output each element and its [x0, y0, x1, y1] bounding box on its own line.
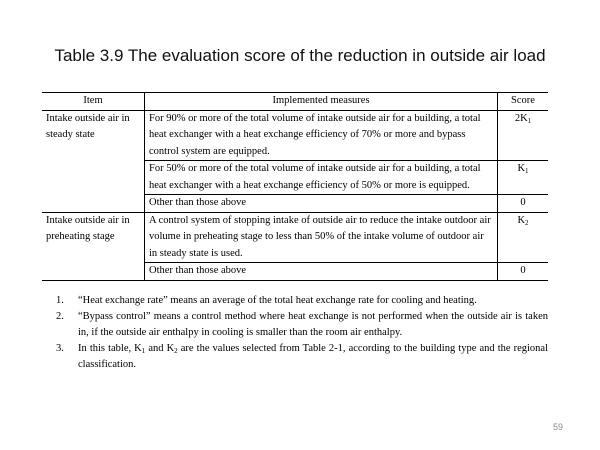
note-text-part: are the values selected from Table 2-1, according to the building type and the regional classification.: [78, 343, 548, 370]
score-subscript: 1: [527, 116, 532, 125]
page-number: 59: [553, 422, 564, 432]
table-header-row: [42, 93, 548, 111]
note-text: “Bypass control” means a control method where heat exchange is not performed when the outside air is taken in, if the outside air enthalpy in cooling is smaller than the room air enthalpy.: [78, 311, 548, 338]
score-subscript: 1: [525, 167, 529, 175]
measure-cell: A control system of stopping intake of outside air to reduce the intake outdoor air volume in preheating stage to less than 50% of the intake volume of outdoor air in steady state is used.: [145, 212, 498, 263]
table-row: [42, 110, 548, 161]
score-cell: [498, 110, 549, 161]
score-main: K: [517, 214, 526, 226]
score-cell: [498, 263, 549, 281]
item-cell: Intake outside air in steady state: [42, 110, 145, 212]
note-number: 1.: [56, 295, 64, 306]
measure-cell: For 90% or more of the total volume of intake outside air for a building, a total heat exchanger with a heat exchange efficiency of 70% or more and bypass control system are equipped.: [145, 110, 498, 161]
score-cell: [498, 195, 549, 213]
item-cell: Intake outside air in preheating stage: [42, 212, 145, 280]
score-main: 2K: [514, 112, 528, 124]
note-text-part: In this table, K: [78, 343, 142, 354]
table-row: [42, 212, 548, 263]
note-subscript: 1: [141, 347, 146, 355]
measure-cell: Other than those above: [145, 195, 498, 213]
note-text-part: and K: [145, 343, 175, 354]
note-item: [42, 293, 548, 309]
score-main: 0: [520, 265, 526, 276]
evaluation-score-table: [42, 92, 548, 281]
score-subscript: 2: [525, 218, 529, 227]
note-subscript: 2: [174, 347, 178, 355]
measure-cell: Other than those above: [145, 263, 498, 281]
score-cell: [498, 212, 549, 263]
score-main: 0: [520, 197, 526, 208]
note-item: [42, 341, 548, 373]
note-text: [78, 341, 548, 373]
score-cell: [498, 161, 549, 195]
measure-cell: For 50% or more of the total volume of intake outside air for a building, a total heat exchanger with a heat exchange efficiency of 50% or more is equipped.: [145, 161, 498, 195]
note-number: 2.: [56, 311, 64, 322]
score-main: K: [517, 163, 526, 174]
header-implemented-measures: Implemented measures: [145, 93, 498, 111]
note-number: 3.: [56, 343, 64, 354]
header-score: Score: [498, 93, 549, 111]
slide-title: Table 3.9 The evaluation score of the reduction in outside air load: [54, 46, 546, 65]
note-text: “Heat exchange rate” means an average of the total heat exchange rate for cooling and heating.: [78, 295, 477, 306]
note-item: [42, 309, 548, 341]
header-item: Item: [42, 93, 145, 111]
table-notes: [42, 293, 548, 373]
